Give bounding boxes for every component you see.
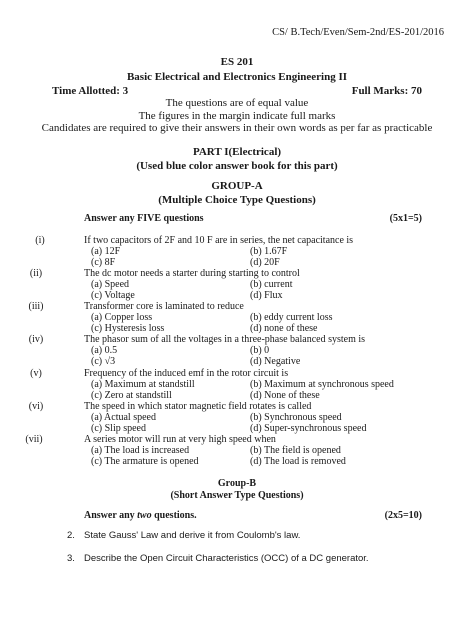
option-b: (b) current <box>250 279 293 290</box>
option-c: (c) Slip speed <box>91 423 146 434</box>
question-number: 2. <box>67 530 75 541</box>
option-a: (a) Copper loss <box>91 312 153 323</box>
question-number: (iii) <box>28 301 44 312</box>
option-a: (a) 12F <box>91 246 121 257</box>
part-title: PART I(Electrical) <box>192 146 282 158</box>
option-d: (d) Super-synchronous speed <box>250 423 367 434</box>
option-a: (a) 0.5 <box>91 345 118 356</box>
option-b: (b) 1.67F <box>250 246 288 257</box>
paper-code: ES 201 <box>220 56 254 68</box>
question-number: (iv) <box>28 334 44 345</box>
option-c: (c) 8F <box>91 257 116 268</box>
option-a: (a) The load is increased <box>91 445 190 456</box>
group-a-marks: (5x1=5) <box>389 213 422 224</box>
instruction-line: The questions are of equal value <box>165 97 309 109</box>
question-number: (vi) <box>28 401 44 412</box>
option-b: (b) 0 <box>250 345 270 356</box>
option-b: (b) Maximum at synchronous speed <box>250 379 394 390</box>
question-text: If two capacitors of 2F and 10 F are in series, the net capacitance is <box>84 235 354 246</box>
question-number: (ii) <box>29 268 43 279</box>
option-d: (d) Negative <box>250 356 301 367</box>
group-b-instruction: Answer any two questions. <box>84 510 197 521</box>
option-b: (b) The field is opened <box>250 445 341 456</box>
question-number: 3. <box>67 553 75 564</box>
option-b: (b) Synchronous speed <box>250 412 342 423</box>
option-a: (a) Maximum at standstill <box>91 379 195 390</box>
option-a: (a) Actual speed <box>91 412 156 423</box>
question-text: The dc motor needs a starter during starting to control <box>84 268 300 279</box>
group-b-title: Group-B <box>217 478 257 489</box>
option-d: (d) The load is removed <box>250 456 346 467</box>
option-c: (c) Hysteresis loss <box>91 323 165 334</box>
instruction-line: The figures in the margin indicate full marks <box>138 110 336 122</box>
paper-title: Basic Electrical and Electronics Engineering II <box>126 71 348 83</box>
option-d: (d) Flux <box>250 290 283 301</box>
option-c: (c) Zero at standstill <box>91 390 172 401</box>
option-d: (d) 20F <box>250 257 280 268</box>
option-d: (d) none of these <box>250 323 318 334</box>
group-b-subtitle: (Short Answer Type Questions) <box>170 490 304 501</box>
paper-code-header: CS/ B.Tech/Even/Sem-2nd/ES-201/2016 <box>272 27 444 38</box>
group-a-instruction: Answer any FIVE questions <box>84 213 204 224</box>
group-a-subtitle: (Multiple Choice Type Questions) <box>158 194 316 206</box>
question-text: Transformer core is laminated to reduce <box>84 301 244 312</box>
question-text: A series motor will run at very high speed when <box>84 434 276 445</box>
question-text: The phasor sum of all the voltages in a three-phase balanced system is <box>84 334 366 345</box>
question-number: (i) <box>35 235 45 246</box>
group-a-title: GROUP-A <box>211 180 263 192</box>
time-allotted: Time Allotted: 3 <box>52 85 129 97</box>
option-a: (a) Speed <box>91 279 130 290</box>
question-number: (v) <box>30 368 42 379</box>
option-b: (b) eddy current loss <box>250 312 333 323</box>
question-text: State Gauss' Law and derive it from Coulomb's law. <box>84 530 301 541</box>
option-c: (c) √3 <box>91 356 116 367</box>
full-marks: Full Marks: 70 <box>351 85 422 97</box>
option-c: (c) The armature is opened <box>91 456 199 467</box>
question-text: The speed in which stator magnetic field rotates is called <box>84 401 312 412</box>
part-note: (Used blue color answer book for this part) <box>136 160 338 172</box>
option-d: (d) None of these <box>250 390 320 401</box>
option-c: (c) Voltage <box>91 290 135 301</box>
question-number: (vii) <box>25 434 43 445</box>
instruction-line: Candidates are required to give their answers in their own words as per far as practicable <box>41 122 433 134</box>
group-b-marks: (2x5=10) <box>384 510 422 521</box>
question-text: Describe the Open Circuit Characteristics (OCC) of a DC generator. <box>84 553 369 564</box>
question-text: Frequency of the induced emf in the rotor circuit is <box>84 368 289 379</box>
